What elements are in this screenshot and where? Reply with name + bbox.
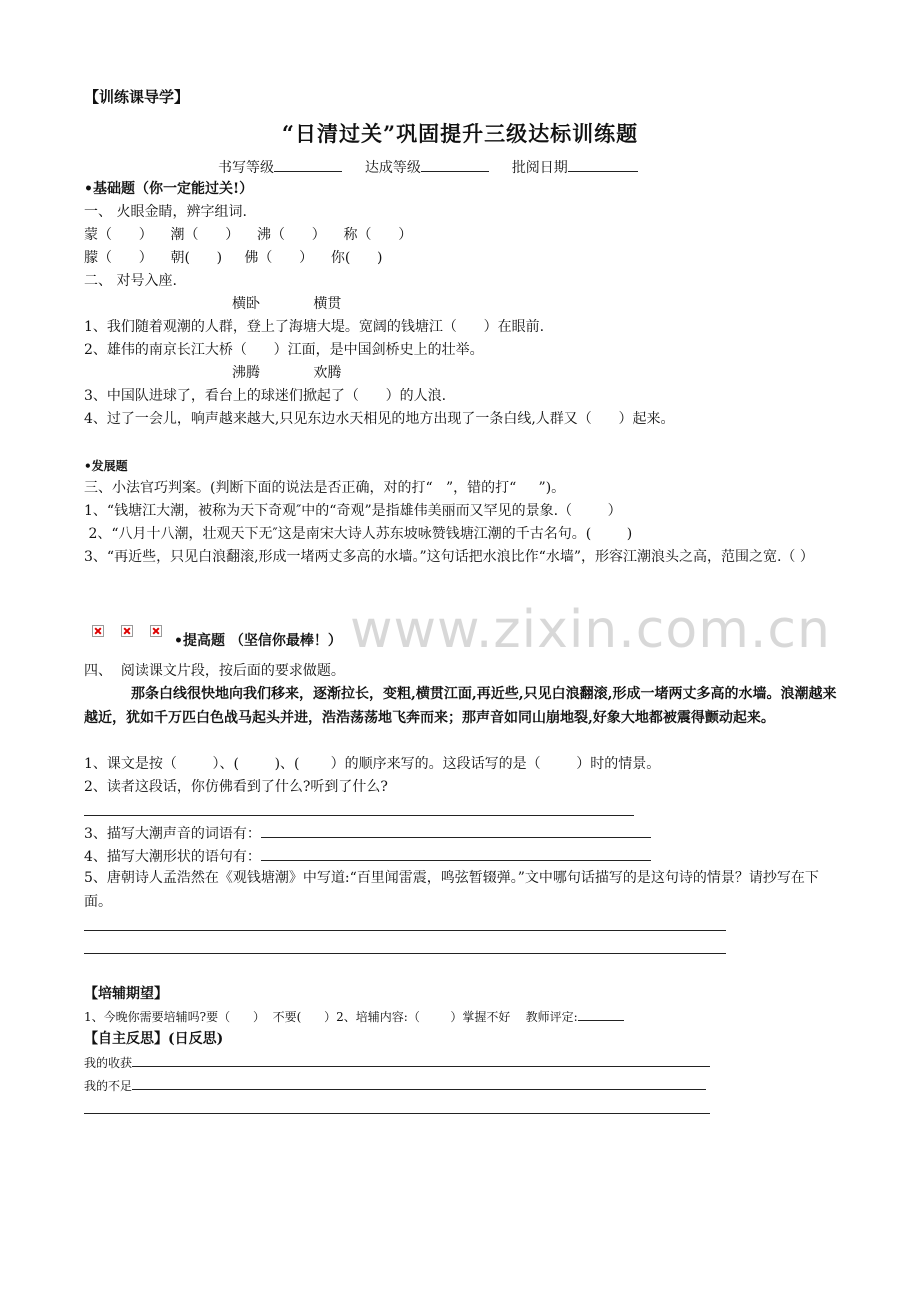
tutoring-line-text: 1、今晚你需要培辅吗?要（ ） 不要( ）2、培辅内容:（ ）掌握不好 教师评定: [84, 1010, 578, 1024]
q4-question-3-label: 3、描写大潮声音的词语有： [84, 826, 261, 842]
answer-line[interactable] [261, 846, 651, 861]
basic-heading: •基础题（你一定能过关!） [84, 181, 254, 197]
answer-line[interactable] [132, 1077, 706, 1090]
q4-question-4-label: 4、描写大潮形状的语句有： [84, 849, 261, 865]
answer-line[interactable] [84, 953, 726, 954]
broken-image-icon [150, 625, 162, 637]
q3-sentence-1: 1、“钱塘江大潮，被称为天下奇观″中的“奇观”是指雄伟美丽而又罕见的景象.（ ） [84, 503, 622, 519]
q2-sentence-1: 1、我们随着观潮的人群，登上了海塘大堤。宽阔的钱塘江（ ）在眼前. [84, 319, 545, 335]
q4-question-1: 1、课文是按（ ）、( )、( ）的顺序来写的。这段话写的是（ ）时的情景。 [84, 756, 661, 772]
advance-heading: •提高题 （坚信你最棒！） [174, 633, 342, 649]
q1-row1: 蒙（ ） 潮（ ） 沸（ ） 称（ ） [84, 227, 413, 243]
writing-grade-blank[interactable] [274, 157, 342, 172]
tutoring-line [84, 1008, 624, 1026]
answer-line[interactable] [132, 1054, 710, 1067]
q3-sentence-3: 3、“再近些，只见白浪翻滚,形成一堵两丈多高的水墙。”这句话把水浪比作“水墙”，形容江潮浪头之高，范围之宽.（ ） [84, 549, 814, 565]
reflection-heading: 【自主反思】(日反思) [84, 1031, 224, 1047]
q4-question-3 [84, 823, 651, 843]
header-tag: 【训练课导学】 [84, 88, 190, 106]
q2-word-options-1: 横卧 横贯 [232, 296, 342, 312]
q4-question-4 [84, 846, 651, 866]
broken-image-icon [121, 625, 133, 637]
page-title: “日清过关”巩固提升三级达标训练题 [281, 121, 639, 146]
q1-title: 一、 火眼金睛，辨字组词. [84, 204, 247, 220]
q2-word-options-2: 沸腾 欢腾 [232, 365, 342, 381]
q2-sentence-3: 3、中国队进球了，看台上的球迷们掀起了（ ）的人浪. [84, 388, 447, 404]
q2-sentence-2: 2、雄伟的南京长江大桥（ ）江面，是中国剑桥史上的壮举。 [84, 342, 484, 358]
answer-line[interactable] [84, 930, 726, 931]
answer-line[interactable] [261, 823, 651, 838]
q4-question-5: 5、唐朝诗人孟浩然在《观钱塘潮》中写道:“百里闻雷震，鸣弦暂辍弹。”文中哪句话描写的是这句诗的情景？请抄写在下面。 [84, 870, 819, 910]
develop-heading: •发展题 [84, 459, 128, 473]
teacher-rating-blank[interactable] [578, 1008, 624, 1021]
answer-line[interactable] [84, 815, 634, 816]
review-date-blank[interactable] [568, 157, 638, 172]
meta-row [218, 157, 638, 177]
reflection-gain-label: 我的收获 [84, 1056, 133, 1070]
reflection-gain [84, 1054, 710, 1072]
broken-image-icon [92, 625, 104, 637]
q4-title: 四、 阅读课文片段，按后面的要求做题。 [84, 663, 345, 679]
reflection-lack-label: 我的不足 [84, 1079, 133, 1093]
review-date-label: 批阅日期 [511, 160, 568, 176]
q1-row2: 朦（ ） 朝( ) 佛（ ） 你( ) [84, 250, 383, 266]
q2-sentence-4: 4、过了一会儿，响声越来越大,只见东边水天相见的地方出现了一条白线,人群又（ ）起来。 [84, 411, 675, 427]
q3-title: 三、小法官巧判案。(判断下面的说法是否正确，对的打“ ”，错的打“ ”)。 [84, 480, 566, 496]
reading-passage: 那条白线很快地向我们移来，逐渐拉长，变粗,横贯江面,再近些,只见白浪翻滚,形成一堵两丈多高的水墙。浪潮越来越近，犹如千万匹白色战马起头并进，浩浩荡荡地飞奔而来；那声音如同山崩地裂,好象大地都被震得颤动起来。 [84, 686, 837, 726]
q4-question-2: 2、读者这段话，你仿佛看到了什么?听到了什么? [84, 779, 388, 795]
writing-grade-label: 书写等级 [218, 160, 274, 176]
reflection-lack [84, 1077, 706, 1095]
achieve-grade-blank[interactable] [421, 157, 489, 172]
answer-line[interactable] [84, 1113, 710, 1114]
q2-title: 二、 对号入座. [84, 273, 177, 289]
q3-sentence-2: 2、“八月十八潮，壮观天下无″这是南宋大诗人苏东坡咏赞钱塘江潮的千古名句。( ) [84, 526, 633, 542]
watermark: www.zixin.com.cn [350, 600, 831, 660]
tutoring-heading: 【培辅期望】 [84, 986, 168, 1002]
achieve-grade-label: 达成等级 [364, 160, 421, 176]
